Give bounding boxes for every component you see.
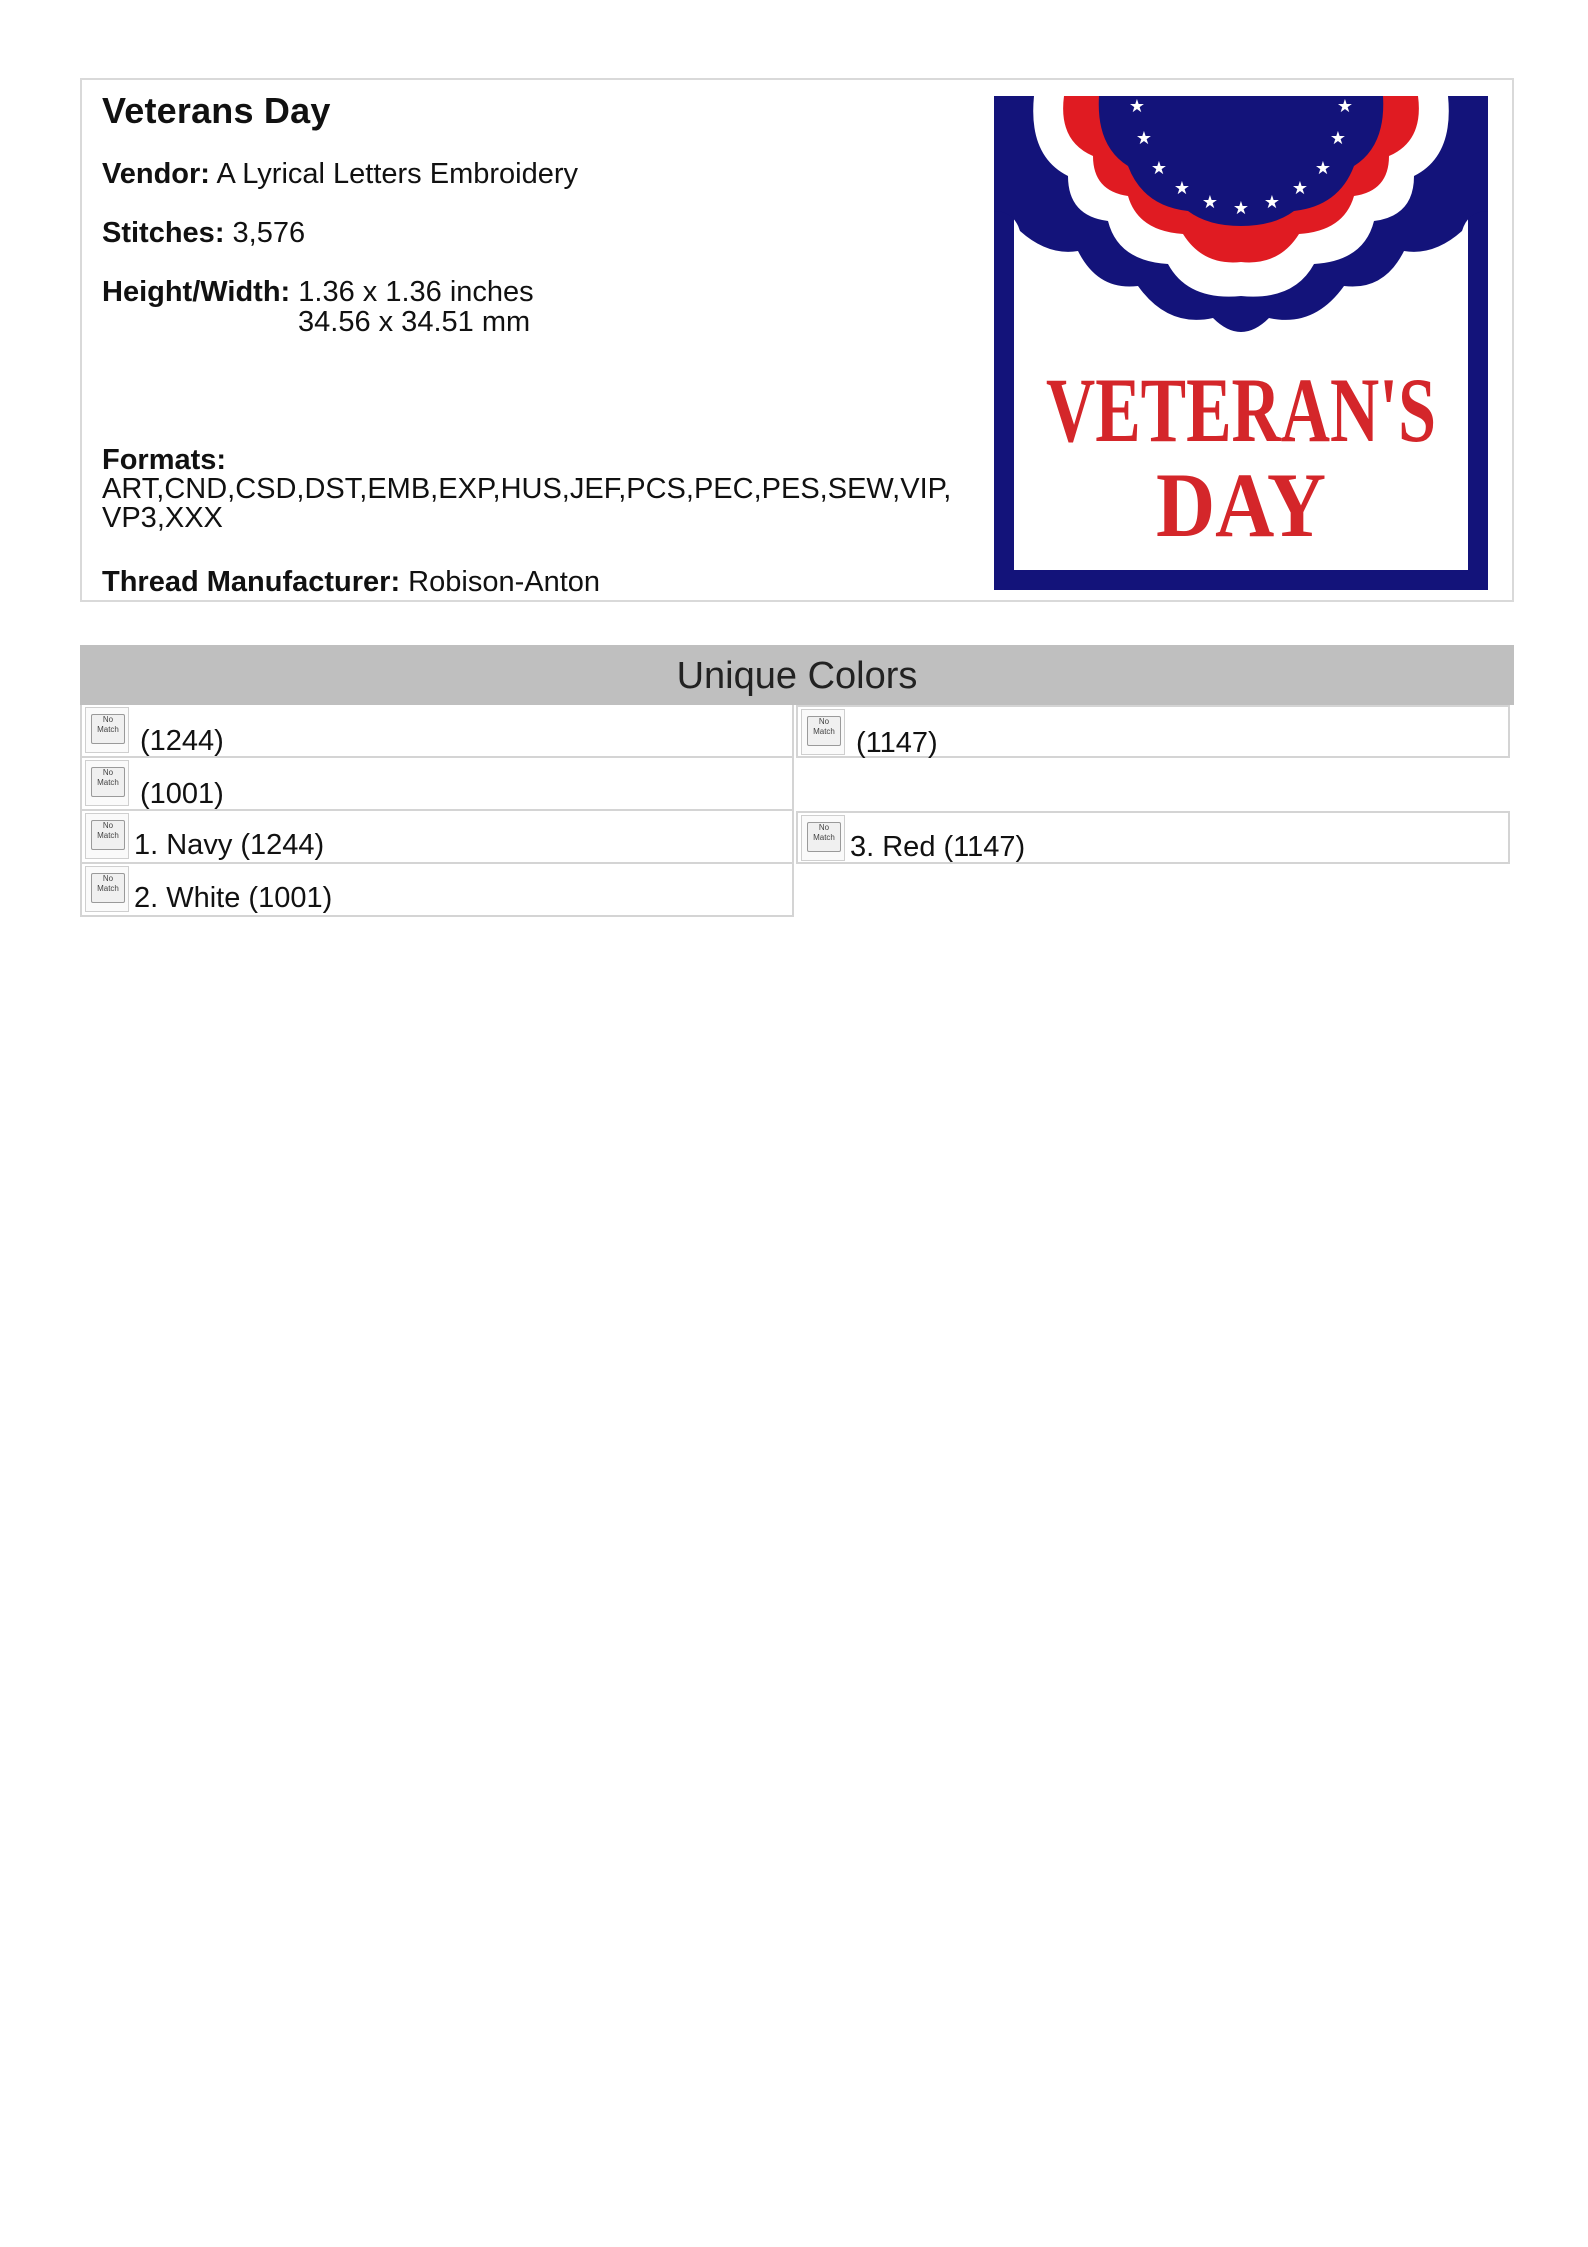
table-row [80, 705, 1514, 758]
table-row [80, 811, 1514, 864]
thread-manufacturer-value: Robison-Anton [408, 566, 601, 598]
design-title: Veterans Day [102, 90, 331, 131]
svg-text:★: ★ [1150, 158, 1168, 179]
thread-manufacturer-label: Thread Manufacturer: [102, 566, 401, 598]
color-cell [796, 705, 1510, 758]
height-width-label: Height/Width: [102, 276, 291, 308]
no-match-swatch-icon: No Match [801, 815, 845, 861]
svg-text:★: ★ [1291, 178, 1309, 199]
height-width-mm: 34.56 x 34.51 mm [298, 306, 531, 338]
stitches-label: Stitches: [102, 217, 225, 249]
color-cell [80, 758, 794, 811]
height-width-inches: 1.36 x 1.36 inches [298, 276, 534, 308]
formats-label: Formats: [102, 444, 227, 476]
svg-text:★: ★ [1173, 178, 1191, 199]
color-cell-label: (1001) [140, 778, 224, 810]
color-cell-label: (1244) [140, 725, 224, 757]
svg-text:★: ★ [1135, 128, 1153, 149]
color-cell [80, 811, 794, 864]
stitches-field [102, 217, 305, 249]
color-cell-label: 1. Navy (1244) [134, 829, 325, 861]
vendor-label: Vendor: [102, 158, 210, 190]
image-text-day: DAY [1156, 454, 1326, 556]
no-match-swatch-icon: No Match [85, 813, 129, 859]
bunting-embroidery-artwork [994, 96, 1488, 590]
color-cell-label: (1147) [856, 727, 938, 759]
table-row [80, 864, 1514, 917]
no-match-swatch-icon: No Match [85, 707, 129, 753]
no-match-swatch-icon: No Match [801, 709, 845, 755]
color-cell [80, 864, 794, 917]
unique-colors-header: Unique Colors [80, 645, 1514, 705]
vendor-value: A Lyrical Letters Embroidery [216, 158, 579, 190]
design-preview-image [994, 96, 1488, 590]
svg-text:★: ★ [1128, 96, 1146, 117]
image-text-veterans: VETERAN'S [1046, 359, 1436, 461]
formats-value: ART,CND,CSD,DST,EMB,EXP,HUS,JEF,PCS,PEC,PES,SEW,VIP,VP3,XXX [102, 473, 952, 534]
color-cell-label: 3. Red (1147) [850, 831, 1026, 863]
vendor-field [102, 158, 578, 190]
stitches-value: 3,576 [232, 217, 306, 249]
no-match-swatch-icon: No Match [85, 866, 129, 912]
design-info-box [80, 78, 1514, 602]
color-cell [796, 811, 1510, 864]
svg-text:★: ★ [1314, 158, 1332, 179]
no-match-swatch-icon: No Match [85, 760, 129, 806]
svg-text:★: ★ [1263, 192, 1281, 213]
thread-manufacturer-field [102, 566, 600, 598]
table-row [80, 758, 1514, 811]
svg-text:★: ★ [1329, 128, 1347, 149]
unique-colors-table [80, 645, 1514, 917]
color-cell [80, 705, 794, 758]
height-width-field [102, 276, 534, 338]
svg-text:★: ★ [1336, 96, 1354, 117]
formats-field [102, 446, 962, 533]
color-cell-label: 2. White (1001) [134, 882, 333, 914]
svg-text:★: ★ [1201, 192, 1219, 213]
svg-text:★: ★ [1232, 198, 1250, 219]
